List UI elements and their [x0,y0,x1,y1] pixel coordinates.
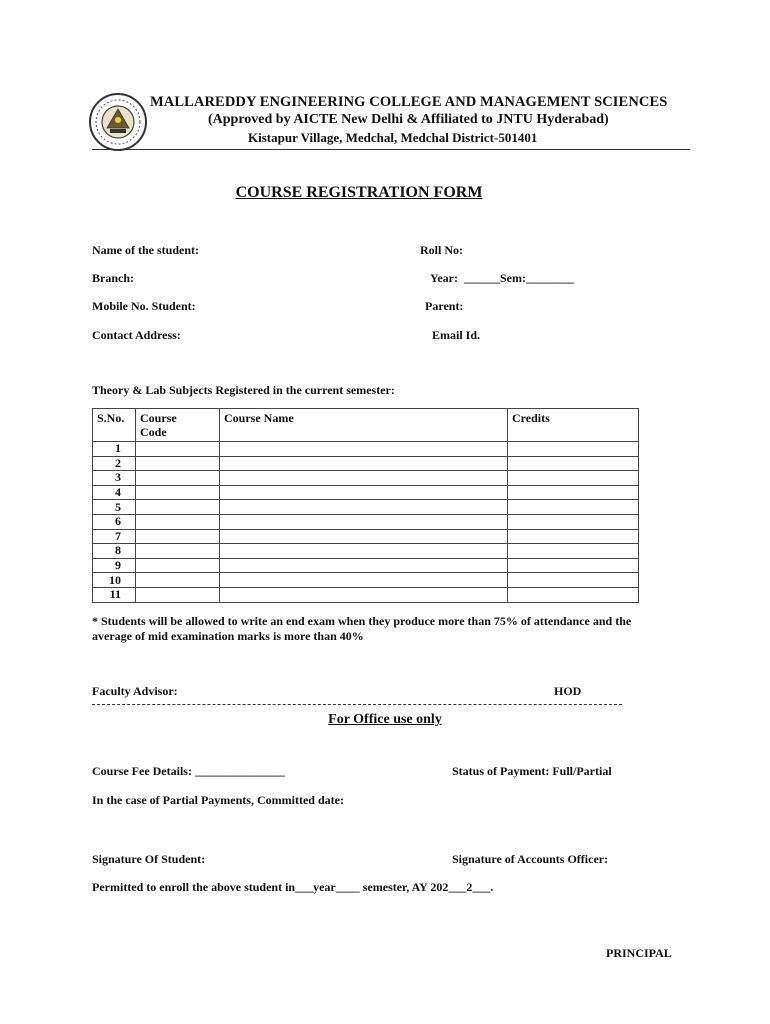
course-code-cell[interactable] [136,514,220,529]
faculty-advisor-label: Faculty Advisor: [92,684,178,698]
credits-cell[interactable] [508,500,639,515]
course-code-header-line1: Course [140,411,177,425]
table-row [93,587,639,602]
partial-payment-label: In the case of Partial Payments, Committed date: [92,793,344,807]
credits-cell[interactable] [508,456,639,471]
credits-header: Credits [508,409,639,442]
table-row [93,485,639,500]
table-row [93,558,639,573]
table-row [93,456,639,471]
attendance-note [92,614,692,644]
branch-label: Branch: [92,271,134,285]
course-code-cell[interactable] [136,500,220,515]
row-number: 1 [93,442,136,457]
table-row [93,442,639,457]
row-number: 10 [93,573,136,588]
row-number: 7 [93,529,136,544]
course-name-cell[interactable] [220,514,508,529]
course-name-cell[interactable] [220,456,508,471]
course-code-cell[interactable] [136,456,220,471]
course-name-cell[interactable] [220,485,508,500]
course-code-cell[interactable] [136,587,220,602]
course-code-cell[interactable] [136,471,220,486]
row-number: 3 [93,471,136,486]
header-divider [92,149,690,150]
course-code-cell[interactable] [136,442,220,457]
row-number: 5 [93,500,136,515]
course-name-cell[interactable] [220,573,508,588]
course-name-cell[interactable] [220,558,508,573]
credits-cell[interactable] [508,442,639,457]
office-use-title: For Office use only [328,712,442,727]
course-name-cell[interactable] [220,442,508,457]
student-signature-label: Signature Of Student: [92,852,206,866]
attendance-note-line1: * Students will be allowed to write an end exam when they produce more than 75% of attendance and the [92,614,632,628]
row-number: 11 [93,587,136,602]
table-row [93,471,639,486]
college-seal-icon [88,92,148,152]
table-row [93,514,639,529]
course-name-cell[interactable] [220,471,508,486]
course-code-header [136,409,220,442]
credits-cell[interactable] [508,587,639,602]
course-code-cell[interactable] [136,558,220,573]
course-name-header: Course Name [220,409,508,442]
row-number: 6 [93,514,136,529]
table-row [93,529,639,544]
table-header-row [93,409,639,442]
course-code-cell[interactable] [136,485,220,500]
row-number: 8 [93,544,136,559]
credits-cell[interactable] [508,558,639,573]
contact-address-label: Contact Address: [92,328,181,342]
course-name-cell[interactable] [220,529,508,544]
course-code-cell[interactable] [136,544,220,559]
parent-label: Parent: [425,299,464,313]
payment-status-label: Status of Payment: Full/Partial [452,764,612,778]
accounts-signature-label: Signature of Accounts Officer: [452,852,609,866]
credits-cell[interactable] [508,485,639,500]
approval-line: (Approved by AICTE New Delhi & Affiliated to JNTU Hyderabad) [208,112,609,127]
mobile-label: Mobile No. Student: [92,299,196,313]
college-name: MALLAREDDY ENGINEERING COLLEGE AND MANAGEMENT SCIENCES [150,94,668,110]
student-name-label: Name of the student: [92,243,199,257]
credits-cell[interactable] [508,529,639,544]
principal-label: PRINCIPAL [606,946,672,960]
table-row [93,544,639,559]
form-title: COURSE REGISTRATION FORM [235,184,483,201]
course-code-cell[interactable] [136,529,220,544]
subjects-heading: Theory & Lab Subjects Registered in the current semester: [92,383,395,397]
course-name-cell[interactable] [220,587,508,602]
address-line: Kistapur Village, Medchal, Medchal District-501401 [248,130,538,145]
sno-header: S.No. [93,409,136,442]
year-sem-label: Year: ______Sem:________ [430,271,574,285]
table-row [93,573,639,588]
row-number: 2 [93,456,136,471]
row-number: 9 [93,558,136,573]
roll-no-label: Roll No: [420,243,463,257]
credits-cell[interactable] [508,471,639,486]
credits-cell[interactable] [508,573,639,588]
course-fee-label: Course Fee Details: _______________ [92,764,285,778]
credits-cell[interactable] [508,544,639,559]
course-code-header-line2: Code [140,425,167,439]
hod-label: HOD [554,684,582,698]
dashed-divider [92,704,622,705]
attendance-note-line2: average of mid examination marks is more than 40% [92,629,364,643]
subjects-table [92,408,639,603]
course-code-cell[interactable] [136,573,220,588]
credits-cell[interactable] [508,514,639,529]
course-name-cell[interactable] [220,500,508,515]
email-label: Email Id. [432,328,481,342]
course-name-cell[interactable] [220,544,508,559]
enrollment-permission: Permitted to enroll the above student in___year____ semester, AY 202___2___. [92,880,494,894]
row-number: 4 [93,485,136,500]
table-row [93,500,639,515]
